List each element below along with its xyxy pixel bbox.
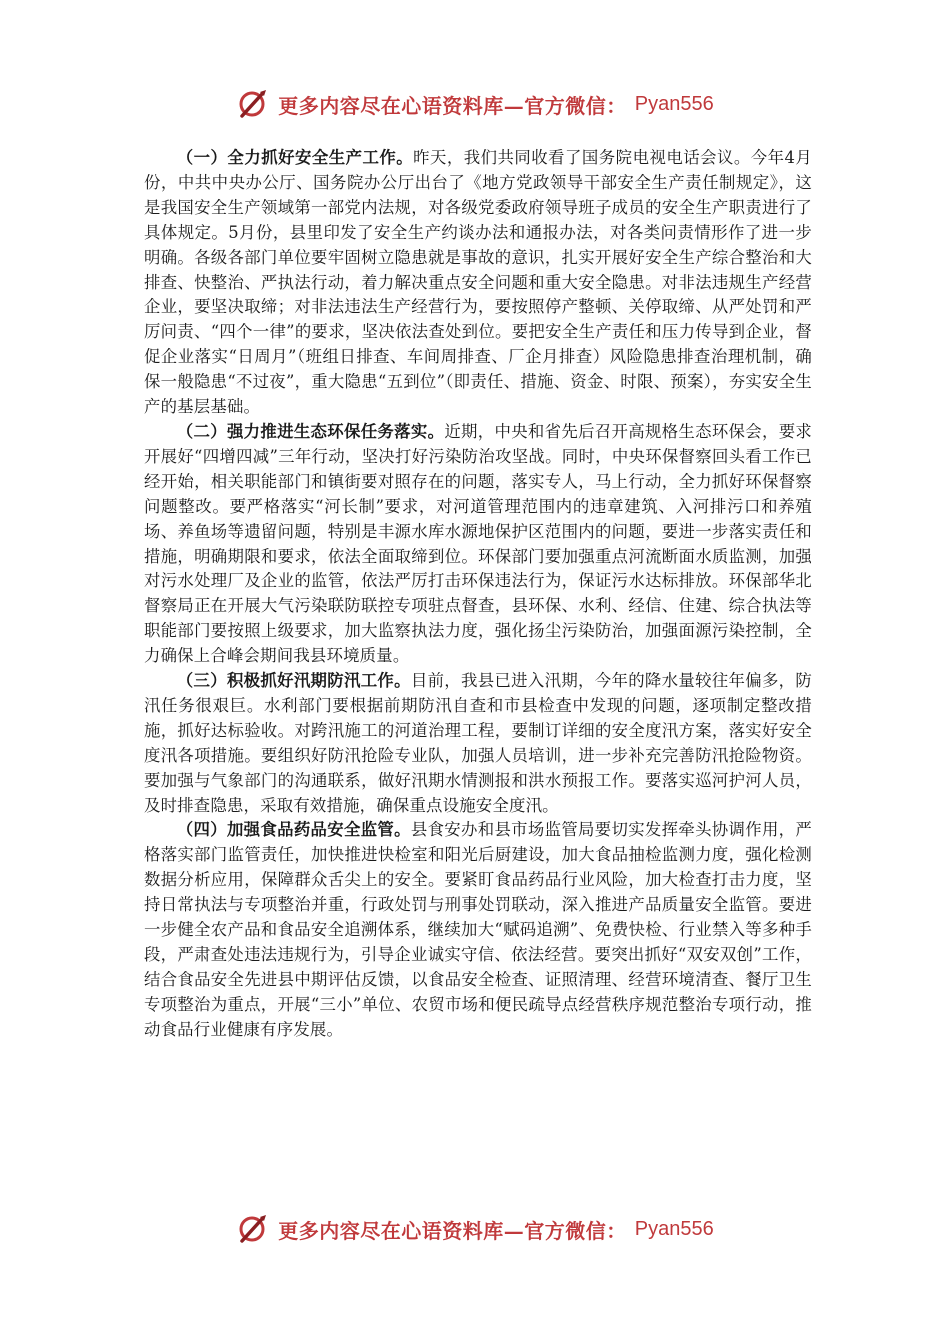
wechat-id: Pyan556	[634, 1217, 714, 1240]
wechat-id: Pyan556	[634, 92, 714, 115]
paragraph-flood-control	[144, 669, 812, 818]
paragraph-heading: （一）全力抓好安全生产工作。	[176, 148, 414, 167]
document-body	[144, 146, 812, 1043]
paragraph-text: 目前，我县已进入汛期，今年的降水量较往年偏多，防汛任务很艰巨。水利部门要根据前期防汛自查和市县检查中发现的问题，逐项制定整改措施，抓好达标验收。对跨汛施工的河道治理工程，要制订详细的安全度汛方案，落实好安全度汛各项措施。要组织好防汛抢险专业队，加强人员培训，进一步补充完善防汛抢险物资。要加强与气象部门的沟通联系，做好汛期水情测报和洪水预报工作。要落实巡河护河人员，及时排查隐患，采取有效措施，确保重点设施安全度汛。	[144, 671, 812, 815]
banner-text: 更多内容尽在心语资料库—官方微信：	[278, 1218, 627, 1243]
paragraph-text: 近期，中央和省先后召开高规格生态环保会，要求开展好“四增四减”三年行动，坚决打好污染防治攻坚战。同时，中央环保督察回头看工作已经开始，相关职能部门和镇街要对照存在的问题，落实专人，马上行动，全力抓好环保督察问题整改。要严格落实“河长制”要求，对河道管理范围内的违章建筑、入河排污口和养殖场、养鱼场等遗留问题，特别是丰源水库水源地保护区范围内的问题，要进一步落实责任和措施，明确期限和要求，依法全面取缔到位。环保部门要加强重点河流断面水质监测，加强对污水处理厂及企业的监管，依法严厉打击环保违法行为，保证污水达标排放。环保部华北督察局正在开展大气污染联防联控专项驻点督查，县环保、水利、经信、住建、综合执法等职能部门要按照上级要求，加大监察执法力度，强化扬尘污染防治，加强面源污染控制，全力确保上合峰会期间我县环境质量。	[144, 421, 813, 666]
footer-banner	[0, 1209, 950, 1249]
paragraph-food-drug	[144, 818, 812, 1042]
pen-logo-icon	[236, 1212, 270, 1246]
paragraph-environment	[144, 420, 812, 669]
paragraph-safety	[144, 146, 812, 420]
paragraph-heading: （二）强力推进生态环保任务落实。	[176, 421, 445, 441]
paragraph-heading: （四）加强食品药品安全监管。	[176, 820, 411, 840]
header-banner	[0, 84, 950, 124]
pen-logo-icon	[236, 87, 270, 121]
paragraph-text: 县食安办和县市场监管局要切实发挥牵头协调作用，严格落实部门监管责任，加快推进快检室和阳光后厨建设，加大食品抽检监测力度，强化检测数据分析应用，保障群众舌尖上的安全。要紧盯食品药品行业风险，加大检查打击力度，坚持日常执法与专项整治并重，行政处罚与刑事处罚联动，深入推进产品质量安全监管。要进一步健全农产品和食品安全追溯体系，继续加大“赋码追溯”、免费快检、行业禁入等多种手段，严肃查处违法违规行为，引导企业诚实守信、依法经营。要突出抓好“双安双创”工作，结合食品安全先进县中期评估反馈，以食品安全检查、证照清理、经营环境清查、餐厅卫生专项整治为重点，开展“三小”单位、农贸市场和便民疏导点经营秩序规范整治专项行动，推动食品行业健康有序发展。	[144, 820, 812, 1039]
paragraph-text: 昨天，我们共同收看了国务院电视电话会议。今年4月份，中共中央办公厅、国务院办公厅出台了《地方党政领导干部安全生产责任制规定》，这是我国安全生产领域第一部党内法规，对各级党委政府领导班子成员的安全生产职责进行了具体规定。5月份，县里印发了安全生产约谈办法和通报办法，对各类问责情形作了进一步明确。各级各部门单位要牢固树立隐患就是事故的意识，扎实开展好安全生产综合整治和大排查、快整治、严执法行动，着力解决重点安全问题和重大安全隐患。对非法违规生产经营企业，要坚决取缔；对非法违法生产经营行为，要按照停产整顿、关停取缔、从严处罚和严厉问责、“四个一律”的要求，坚决依法查处到位。要把安全生产责任和压力传导到企业，督促企业落实“日周月”（班组日排查、车间周排查、厂企月排查）风险隐患排查治理机制，确保一般隐患“不过夜”，重大隐患“五到位”（即责任、措施、资金、时限、预案），夯实安全生产的基层基础。	[144, 148, 812, 417]
banner-text: 更多内容尽在心语资料库—官方微信：	[278, 93, 627, 118]
paragraph-heading: （三）积极抓好汛期防汛工作。	[176, 671, 411, 691]
